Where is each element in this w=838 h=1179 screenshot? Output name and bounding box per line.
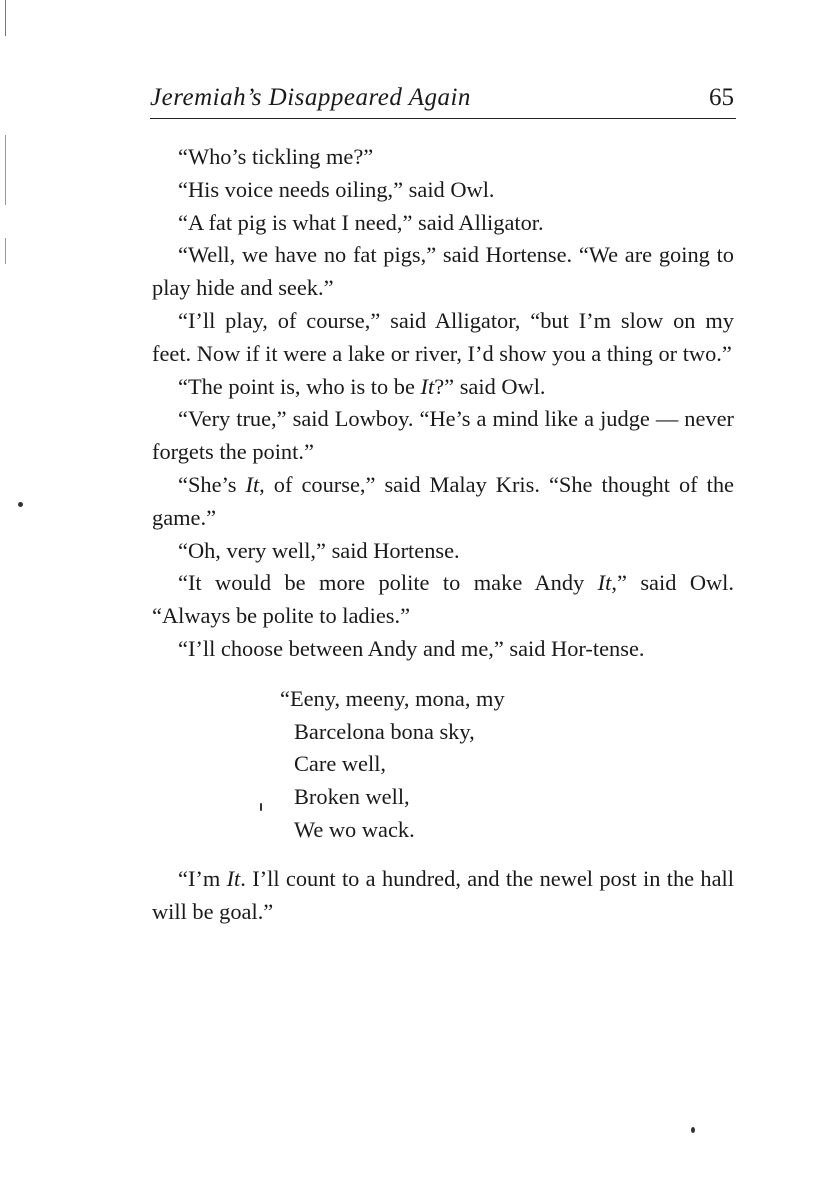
- paragraph: “Well, we have no fat pigs,” said Hortense. “We are going to play hide and seek.”: [152, 242, 734, 301]
- italic-it: It: [597, 570, 612, 596]
- paragraph: “I’ll choose between Andy and me,” said Hor-tense.: [178, 635, 645, 661]
- print-speck: [18, 502, 23, 507]
- verse-line: Broken well,: [294, 784, 410, 810]
- paragraph: “Oh, very well,” said Hortense.: [178, 537, 460, 563]
- page-header: [150, 82, 736, 119]
- italic-it: It: [245, 471, 260, 497]
- paragraph: “A fat pig is what I need,” said Alligator.: [178, 209, 544, 235]
- paragraph: “I’m It. I’ll count to a hundred, and the newel post in the hall will be goal.”: [152, 865, 734, 924]
- print-speck: [5, 238, 6, 264]
- page-number: 65: [709, 84, 734, 111]
- paragraph: “She’s It, of course,” said Malay Kris. “She thought of the game.”: [152, 471, 734, 530]
- verse-line: Care well,: [294, 751, 387, 777]
- verse-block: [152, 683, 734, 847]
- print-speck: [5, 0, 6, 36]
- paragraph: “Who’s tickling me?”: [178, 144, 374, 169]
- body-text: [152, 141, 734, 928]
- print-speck: [5, 135, 6, 205]
- paragraph: “His voice needs oiling,” said Owl.: [178, 176, 495, 202]
- paragraph: “The point is, who is to be It?” said Owl.: [178, 373, 546, 399]
- verse-line: We wo wack.: [294, 816, 415, 842]
- italic-it: It: [420, 373, 435, 399]
- paragraph: “I’ll play, of course,” said Alligator, “but I’m slow on my feet. Now if it were a lake or river, I’d show you a thing or two.”: [152, 307, 734, 366]
- paragraph: “Very true,” said Lowboy. “He’s a mind like a judge — never forgets the point.”: [152, 406, 734, 465]
- verse-line: “Eeny, meeny, mona, my: [280, 685, 505, 711]
- print-speck: [691, 1127, 695, 1133]
- paragraph: “It would be more polite to make Andy It,” said Owl. “Always be polite to ladies.”: [152, 570, 734, 629]
- italic-it: It: [226, 865, 241, 891]
- running-title: Jeremiah’s Disappeared Again: [150, 84, 471, 111]
- print-speck: [260, 803, 262, 811]
- verse-line: Barcelona bona sky,: [294, 718, 475, 744]
